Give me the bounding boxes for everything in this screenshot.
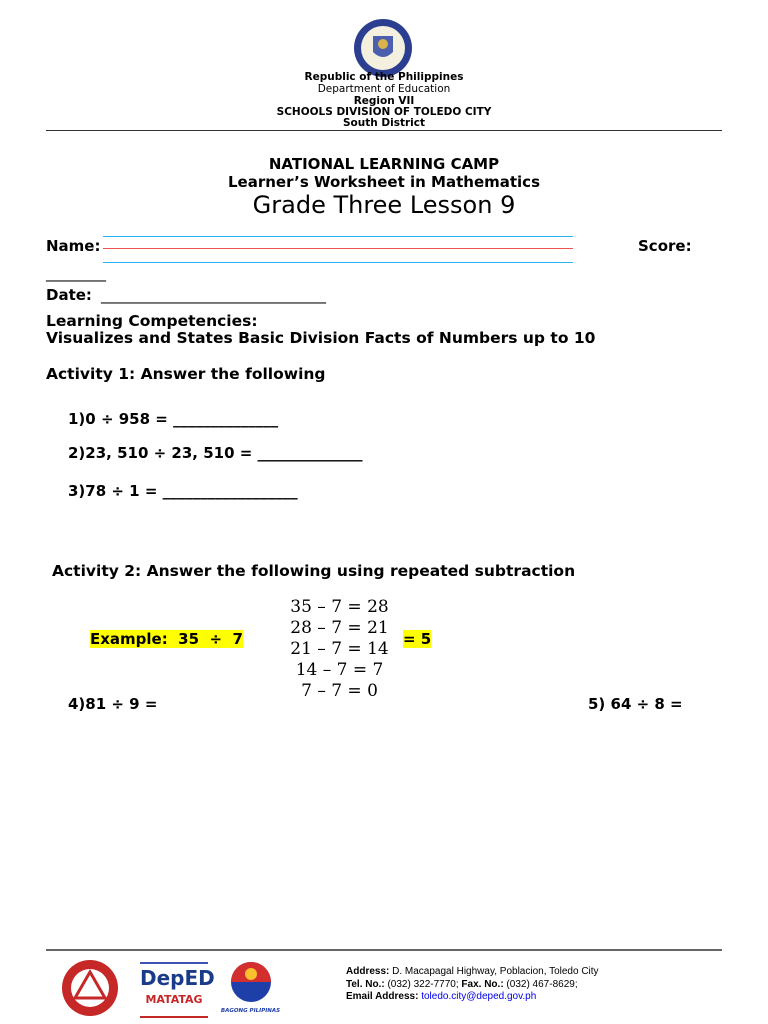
fax-label: Fax. No.: [461,978,504,990]
example-label: Example: 35 ÷ 7 [90,630,243,648]
address: D. Macapagal Highway, Poblacion, Toledo City [389,966,599,977]
activity2-item4: 4)81 ÷ 9 = [68,695,158,713]
step: 14 – 7 = 7 [295,660,384,680]
header-department: Department of Education [317,83,451,95]
footer-contact [346,966,599,1004]
step: 7 – 7 = 0 [301,681,378,701]
activity2-heading: Activity 2: Answer the following using repeated subtraction [52,562,576,580]
title-lesson: Grade Three Lesson 9 [252,191,516,219]
deped-seal-icon [353,18,413,78]
name-label: Name: [46,237,101,255]
bagong-pilipinas-sun-icon [226,960,276,1004]
activity2-item5: 5) 64 ÷ 8 = [588,695,683,713]
activity1-heading: Activity 1: Answer the following [46,365,326,383]
footer-divider [46,949,722,951]
score-label: Score: [638,237,692,255]
title-worksheet: Learner’s Worksheet in Mathematics [227,173,540,191]
example-result: = 5 [403,630,432,648]
activity1-item: 2)23, 510 ÷ 23, 510 = ______________ [68,444,363,462]
activity1-item: 3)78 ÷ 1 = __________________ [68,482,298,500]
step: 28 – 7 = 21 [290,618,389,638]
score-blank[interactable]: ________ [46,264,106,282]
email-link[interactable]: toledo.city@deped.gov.ph [421,991,537,1002]
deped-text: DepED [140,966,215,990]
matatag-text: MATATAG [145,993,203,1006]
activity1-item: 1)0 ÷ 958 = ______________ [68,410,279,428]
step: 21 – 7 = 14 [290,639,389,659]
guide-line-top [103,236,573,237]
header-divider [46,130,722,131]
header-division: SCHOOLS DIVISION OF TOLEDO CITY [276,106,492,118]
date-blank[interactable]: ______________________________ [101,286,326,304]
header-republic: Republic of the Philippines [304,71,464,83]
competencies-heading: Learning Competencies: [46,312,258,330]
email-label: Email Address: [346,991,419,1002]
header-region: Region VII [353,95,415,107]
name-input[interactable] [103,248,573,263]
date-label: Date: [46,286,92,304]
header-district: South District [342,117,425,129]
subtraction-steps [282,597,397,702]
address-label: Address: [346,966,390,977]
bagong-text: BAGONG PILIPINAS [220,1008,281,1014]
bagong-pilipinas-logo [218,960,283,1014]
step: 35 – 7 = 28 [290,597,389,617]
tel-label: Tel. No.: [346,978,385,990]
title-camp: NATIONAL LEARNING CAMP [268,155,500,173]
competencies-text: Visualizes and States Basic Division Facts of Numbers up to 10 [46,329,596,347]
deped-matatag-logo [140,962,215,1018]
tel: (032) 322-7770; [384,978,462,990]
fax: (032) 467-8629; [503,978,578,990]
division-seal-icon [55,958,125,1018]
